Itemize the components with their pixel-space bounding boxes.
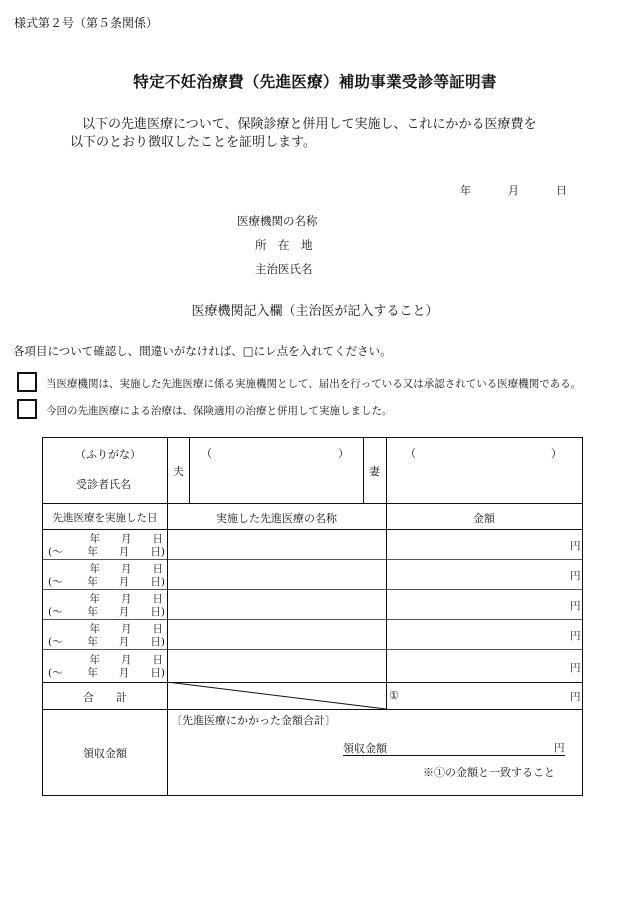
received-sublabel: 〔先進医療にかかった金額合計〕 [171,714,336,727]
instruction-text: 各項目について確認し、間違いがなければ、□にレ点を入れてください。 [13,344,392,358]
husband-label: 夫 [173,465,184,478]
row-date-line1: 年 月 日 [89,623,163,635]
husband-paren-open: （ [201,447,212,460]
row-date-line1: 年 月 日 [89,593,163,605]
husband-paren-close: ） [338,447,349,460]
received-amount-underline [343,755,565,756]
row-yen: 円 [570,600,581,612]
row-yen: 円 [570,570,581,582]
intro-line-1: 以下の先進医療について、保険診療と併用して実施し、これにかかる医療費を [82,117,537,132]
intro-line-2: 以下のとおり徴収したことを証明します。 [70,135,316,150]
row-yen: 円 [570,540,581,552]
row-date-line2: 年 月 日) [87,606,165,618]
row-date-line2: 年 月 日) [87,636,165,648]
furigana-label: （ふりがな） [75,448,141,461]
patient-name-label: 受診者氏名 [76,478,131,491]
received-amount-label: 領収金額 [343,742,387,755]
col-amount-header: 金額 [473,512,495,525]
row-date-prefix: (～ [48,576,63,588]
check-box-2[interactable] [17,399,37,419]
row-yen: 円 [570,630,581,642]
row-date-prefix: (～ [48,546,63,558]
date-year-label: 年 [460,184,471,197]
date-month-label: 月 [508,184,519,197]
wife-paren-open: （ [405,447,416,460]
col-name-header: 実施した先進医療の名称 [216,512,337,525]
row-yen: 円 [570,662,581,674]
section-heading: 医療機関記入欄（主治医が記入すること） [191,304,439,319]
check-box-1[interactable] [17,372,37,392]
date-day-label: 日 [556,184,567,197]
received-yen: 円 [554,742,565,754]
check-text-2: 今回の先進医療による治療は、保険適用の治療と併用して実施しました。 [46,405,393,417]
row-date-line1: 年 月 日 [89,563,163,575]
row-date-prefix: (～ [48,667,63,679]
table-row [43,531,167,557]
row-date-line1: 年 月 日 [89,533,163,545]
page-title: 特定不妊治療費（先進医療）補助事業受診等証明書 [133,72,497,91]
table-row [43,621,167,647]
row-date-prefix: (～ [48,606,63,618]
table-row [43,591,167,617]
total-diagonal-line [167,682,386,709]
total-yen: 円 [570,691,581,703]
total-marker: ① [389,689,399,702]
row-date-line2: 年 月 日) [87,667,165,679]
table-row [43,652,167,678]
total-label: 合 計 [83,691,127,704]
wife-paren-close: ） [551,447,562,460]
row-date-prefix: (～ [48,636,63,648]
form-number: 様式第２号（第５条関係） [14,16,159,30]
treatment-table [42,437,583,796]
clinic-address-label: 所 在 地 [255,238,313,252]
received-label: 領収金額 [83,747,127,760]
check-text-1: 当医療機関は、実施した先進医療に係る実施機関として、届出を行っている又は承認されている医療機関である。 [46,378,582,390]
row-date-line1: 年 月 日 [89,654,163,666]
received-note: ※①の金額と一致すること [423,766,555,779]
table-row [43,561,167,587]
col-date-header: 先進医療を実施した日 [52,512,158,524]
wife-label: 妻 [369,465,380,478]
row-date-line2: 年 月 日) [87,546,165,558]
row-date-line2: 年 月 日) [87,576,165,588]
clinic-doctor-label: 主治医氏名 [255,262,313,276]
clinic-name-label: 医療機関の名称 [237,214,318,228]
